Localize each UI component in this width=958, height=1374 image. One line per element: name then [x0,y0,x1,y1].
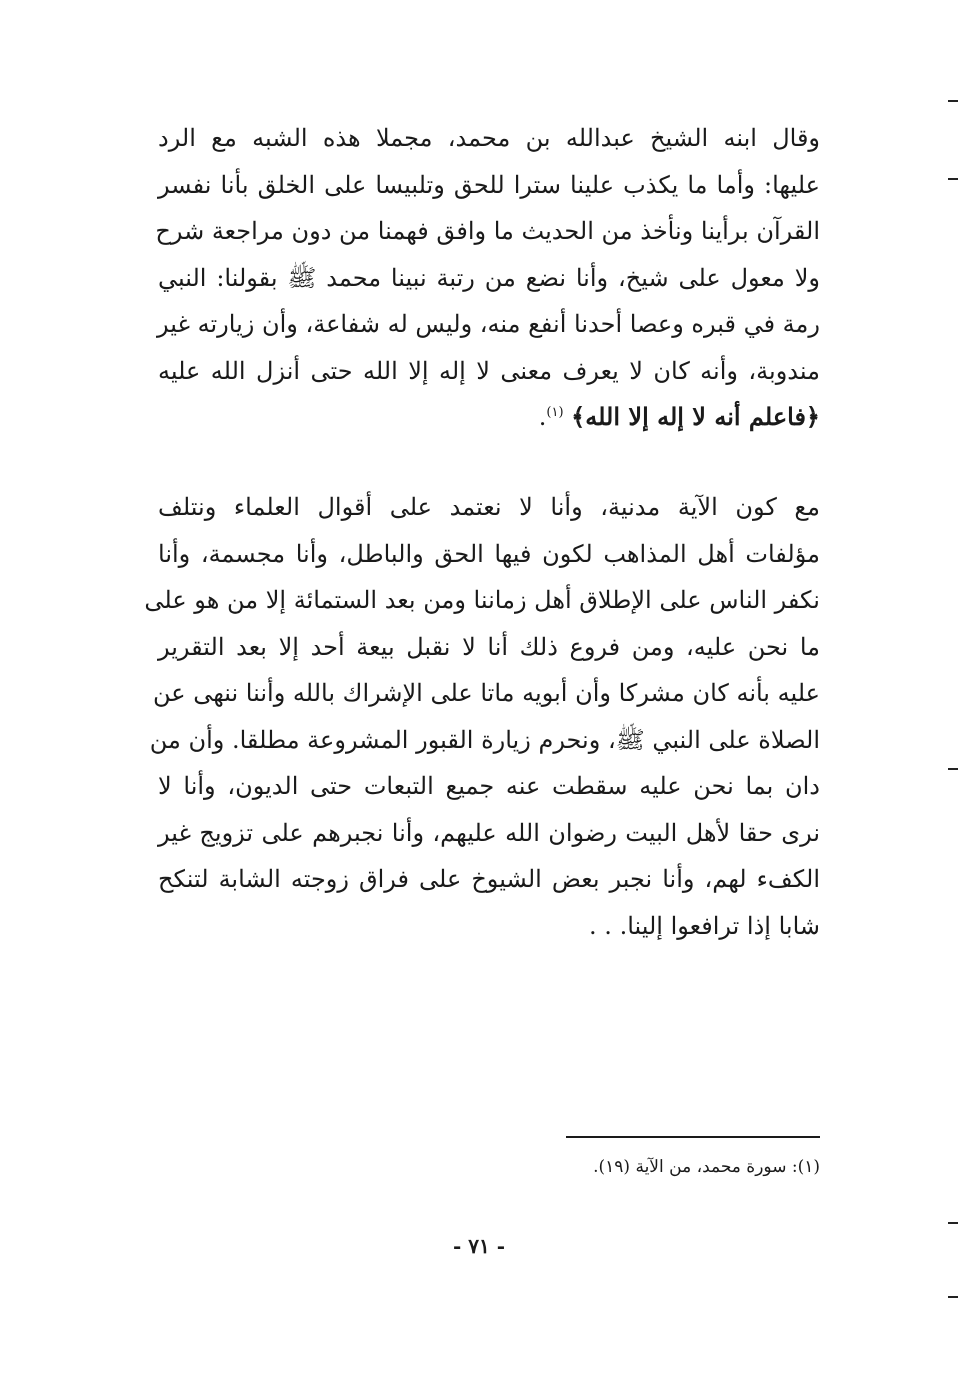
paragraph-2-line: شابا إذا ترافعوا إلينا. . . [589,911,820,940]
end-punctuation: . [538,403,547,431]
margin-mark [948,1222,958,1224]
margin-mark [948,768,958,770]
margin-mark [948,178,958,180]
paragraph-2-line: نرى حقا لأهل البيت رضوان الله عليهم، وأنا نجبرهم على تزويج غير [158,818,820,847]
footnote: (١): سورة محمد، من الآية (١٩). [593,1157,820,1177]
paragraph-2-line: ما نحن عليه، ومن فروع ذلك أنا لا نقبل بيعة أحد إلا بعد التقرير [158,632,820,661]
paragraph-1-line: القرآن برأينا ونأخذ من الحديث ما وافق فهمنا من دون مراجعة شرح [155,217,820,245]
paragraph-2 [144,484,820,949]
margin-mark [948,1296,958,1298]
paragraph-1-line: مندوبة، وأنه كان لا يعرف معنى لا إله إلا الله حتى أنزل الله عليه [158,356,820,385]
paragraph-2-line: الصلاة على النبي ﷺ، ونحرم زيارة القبور المشروعة مطلقا. وأن من [149,725,820,754]
paragraph-2-line: عليه بأنه كان مشركا وأن أبويه ماتا على الإشراك بالله وأننا ننهى عن [152,679,820,707]
paragraph-1 [155,115,820,441]
paragraph-1-line: عليها: وأما ما يكذب علينا سترا للحق وتلبيسا على الخلق بأنا نفسر [158,170,820,199]
footnote-divider [566,1136,820,1138]
paragraph-1-line: رمة في قبره وعصا أحدنا أنفع منه، وليس له شفاعة، وأن زيارته غير [156,310,820,338]
page-number: - ٧١ - [452,1234,505,1258]
paragraph-2-line: دان بما نحن عليه سقطت عنه جميع التبعات حتى الديون، وأنا لا [158,772,820,800]
margin-mark [948,100,958,102]
footnote-reference[interactable]: (١) [546,405,564,420]
paragraph-2-line: مع كون الآية مدنية، وأنا لا نعتمد على أقوال العلماء ونتلف [158,493,820,521]
quran-verse: ﴿فاعلم أنه لا إله إلا الله﴾ [571,402,820,431]
paragraph-1-last-line [158,394,820,441]
paragraph-1-line: وقال ابنه الشيخ عبدالله بن محمد، مجملا هذه الشبه مع الرد [158,124,820,152]
paragraph-2-line: الكفء لهم، وأنا نجبر بعض الشيوخ على فراق زوجته الشابة لتنكح [158,865,820,893]
paragraph-2-line: نكفر الناس على الإطلاق أهل زماننا ومن بعد الستمائة إلا من هو على [144,586,820,614]
paragraph-1-line: ولا معول على شيخ، وأنا نضع من رتبة نبينا محمد ﷺ بقولنا: النبي [158,263,820,292]
paragraph-2-line: مؤلفات أهل المذاهب لكون فيها الحق والباطل، وأنا مجسمة، وأنا [158,539,820,568]
